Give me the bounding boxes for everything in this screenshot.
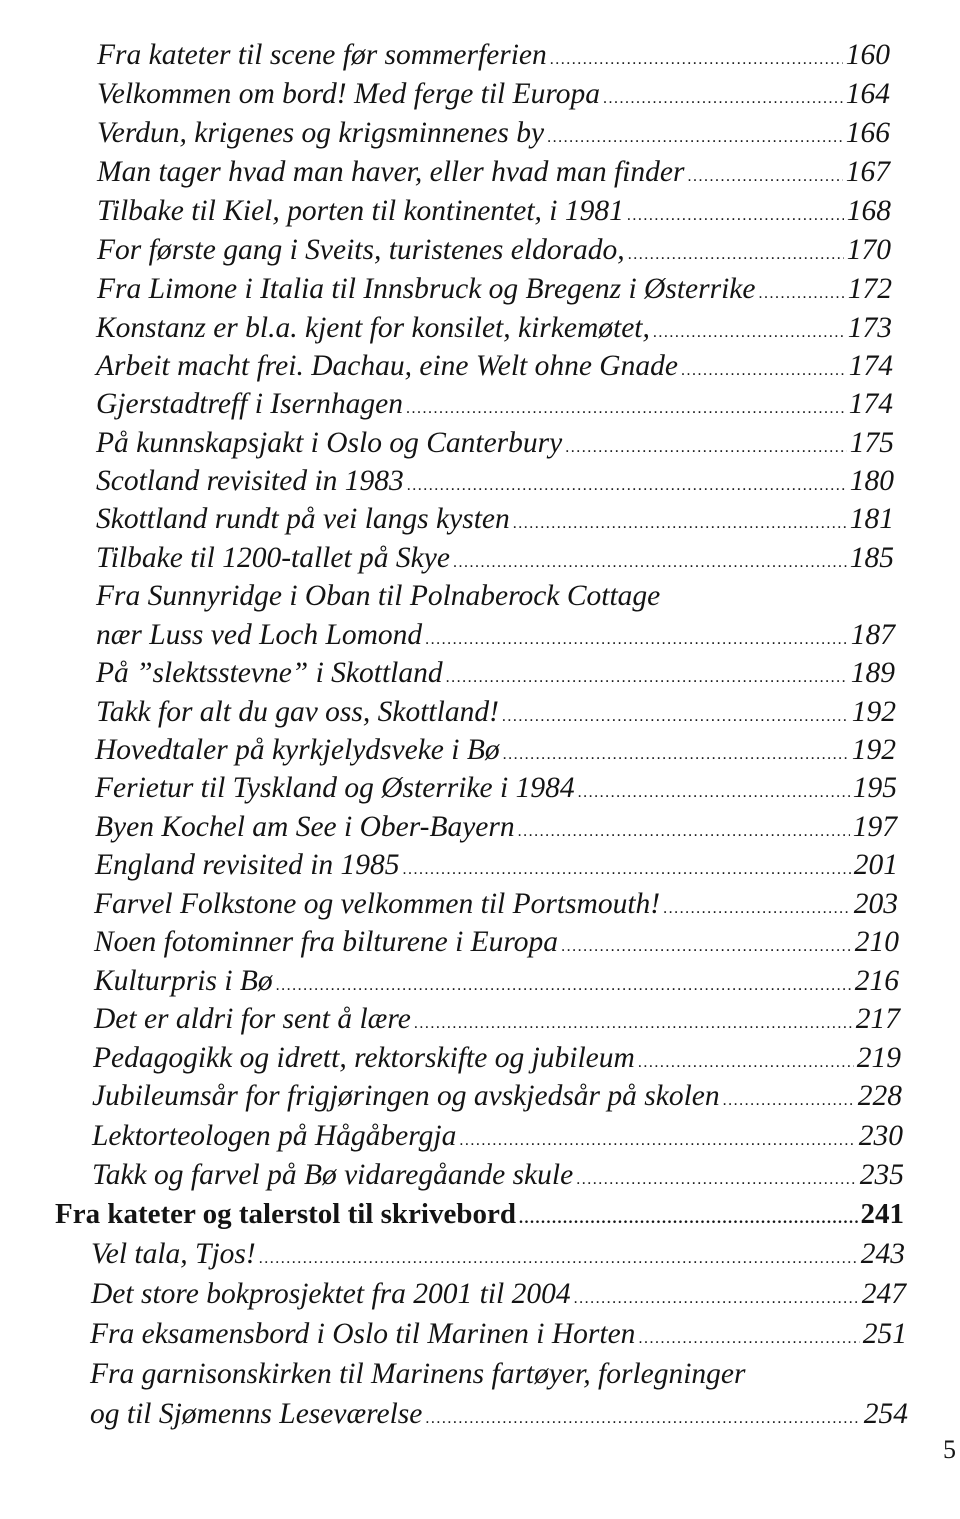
toc-entry[interactable] (95, 769, 897, 812)
toc-entry-page: 168 (846, 195, 891, 227)
toc-entry-page: 217 (855, 1003, 900, 1035)
toc-entry-title: Fra eksamensbord i Oslo til Marinen i Horten (90, 1318, 636, 1350)
dot-leader (561, 928, 852, 966)
toc-entry[interactable] (90, 1315, 907, 1358)
toc-entry-title: Tilbake til Kiel, porten til kontinentet, i 1981 (97, 195, 624, 227)
toc-entry-title: Pedagogikk og idrett, rektorskifte og jubileum (93, 1042, 635, 1074)
toc-entry-page: 254 (863, 1398, 908, 1430)
toc-entry-page: 172 (847, 273, 892, 305)
toc-entry-title: Det store bokprosjektet fra 2001 til 2004 (91, 1278, 571, 1310)
toc-entry-page: 192 (851, 734, 896, 766)
toc-entry-page: 197 (852, 811, 897, 843)
toc-entry[interactable] (95, 808, 897, 851)
toc-entry-page: 180 (849, 465, 894, 497)
toc-entry[interactable] (93, 1039, 901, 1082)
toc-entry-title: Skottland rundt på vei langs kysten (96, 503, 510, 535)
toc-entry-title: Det er aldri for sent å lære (94, 1003, 411, 1035)
toc-entry-page: 216 (854, 965, 899, 997)
toc-entry-title: Byen Kochel am See i Ober-Bayern (95, 811, 515, 843)
toc-entry-page: 192 (851, 696, 896, 728)
toc-entry[interactable] (91, 1235, 905, 1278)
toc-entry-title: Arbeit macht frei. Dachau, eine Welt ohne Gnade (96, 350, 678, 382)
toc-entry-title: Fra kateter og talerstol til skrivebord (55, 1198, 516, 1230)
dot-leader (406, 390, 846, 428)
toc-entry-title[interactable]: Fra garnisonskirken til Marinens fartøyer, forlegninger (90, 1358, 746, 1390)
toc-entry[interactable] (97, 270, 892, 313)
toc-entry-title: Tilbake til 1200-tallet på Skye (96, 542, 450, 574)
toc-entry[interactable] (97, 192, 891, 235)
toc-entry-page: 170 (846, 234, 891, 266)
toc-entry[interactable] (92, 1077, 902, 1120)
toc-entry[interactable] (95, 731, 896, 774)
toc-entry[interactable] (96, 654, 895, 697)
toc-entry-title: For første gang i Sveits, turistenes eldorado, (97, 234, 625, 266)
toc-entry-title: Vel tala, Tjos! (91, 1238, 256, 1270)
dot-leader (638, 1320, 859, 1358)
dot-leader (578, 774, 850, 812)
toc-entry[interactable] (92, 1117, 903, 1160)
toc-entry[interactable] (96, 462, 894, 505)
toc-entry-page: 201 (853, 849, 898, 881)
toc-entry-page: 210 (854, 926, 899, 958)
toc-entry-page: 175 (849, 427, 894, 459)
toc-entry-title: På ”slektsstevne” i Skottland (96, 657, 443, 689)
toc-entry[interactable] (96, 616, 895, 659)
toc-entry-title: Noen fotominner fra bilturene i Europa (94, 926, 559, 958)
dot-leader (603, 80, 843, 118)
dot-leader (513, 505, 847, 543)
dot-leader (627, 197, 844, 235)
toc-entry-title: Lektorteologen på Hågåbergja (92, 1120, 457, 1152)
toc-entry[interactable] (97, 36, 890, 79)
dot-leader (547, 119, 843, 157)
toc-entry-page: 247 (861, 1278, 906, 1310)
dot-leader (459, 1122, 855, 1160)
toc-entry-title: Velkommen om bord! Med ferge til Europa (97, 78, 601, 110)
toc-entry-title: Jubileumsår for frigjøringen og avskjedsår på skolen (92, 1080, 720, 1112)
toc-entry-page: 251 (862, 1318, 907, 1350)
dot-leader (723, 1082, 855, 1120)
toc-entry-page: 219 (856, 1042, 901, 1074)
dot-leader (414, 1005, 853, 1043)
dot-leader (576, 1161, 857, 1199)
toc-entry-title[interactable]: Fra Sunnyridge i Oban til Polnaberock Cottage (96, 580, 661, 612)
dot-leader (446, 659, 848, 697)
toc-entry-title: Takk for alt du gav oss, Skottland! (96, 696, 499, 728)
toc-entry[interactable] (92, 1156, 904, 1199)
page-number: 5 (943, 1435, 956, 1464)
toc-entry-title: Kulturpris i Bø (94, 965, 273, 997)
toc-entry-title: Fra kateter til scene før sommerferien (97, 39, 547, 71)
toc-entry[interactable] (96, 424, 894, 467)
toc-entry[interactable] (94, 962, 899, 1005)
toc-entry-title: Ferietur til Tyskland og Østerrike i 1984 (95, 772, 575, 804)
dot-leader (574, 1280, 859, 1318)
toc-entry[interactable] (97, 231, 891, 274)
toc-entry-title: På kunnskapsjakt i Oslo og Canterbury (96, 427, 563, 459)
toc-entry-title: Fra Limone i Italia til Innsbruck og Bregenz i Østerrike (97, 273, 756, 305)
toc-entry-page: 164 (845, 78, 890, 110)
toc-entry[interactable] (96, 385, 893, 428)
dot-leader (425, 1400, 860, 1438)
toc-entry[interactable] (91, 1275, 906, 1318)
toc-entry[interactable] (97, 114, 890, 157)
toc-entry[interactable] (96, 309, 892, 352)
toc-entry-title: Hovedtaler på kyrkjelydsveke i Bø (95, 734, 500, 766)
toc-entry-title: Verdun, krigenes og krigsminnenes by (97, 117, 545, 149)
toc-entry-page: 160 (845, 39, 890, 71)
toc-entry-page: 181 (849, 503, 894, 535)
toc-entry-title: Konstanz er bl.a. kjent for konsilet, kirkemøtet, (96, 312, 650, 344)
toc-entry-page: 228 (857, 1080, 902, 1112)
toc-entry[interactable] (94, 885, 898, 928)
toc-entry-title: Gjerstadtreff i Isernhagen (96, 388, 403, 420)
toc-entry-page: 189 (850, 657, 895, 689)
dot-leader (687, 158, 842, 196)
toc-entry-page: 235 (859, 1159, 904, 1191)
toc-entry-page: 166 (845, 117, 890, 149)
toc-entry-page: 241 (860, 1198, 904, 1230)
toc-entry[interactable] (96, 500, 894, 543)
toc-entry-title-continuation: nær Luss ved Loch Lomond (96, 619, 423, 651)
toc-entry[interactable] (94, 923, 899, 966)
toc-entry-page: 173 (847, 312, 892, 344)
toc-entry-page: 187 (850, 619, 895, 651)
toc-entry[interactable] (95, 846, 898, 889)
toc-entry-page: 174 (848, 350, 893, 382)
toc-entry-page: 167 (845, 156, 890, 188)
toc-entry-page: 185 (849, 542, 894, 574)
toc-entry-title: Man tager hvad man haver, eller hvad man finder (97, 156, 685, 188)
toc-entry-title: Takk og farvel på Bø vidaregåande skule (92, 1159, 574, 1191)
toc-entry-page: 243 (860, 1238, 905, 1270)
toc-entry[interactable] (90, 1395, 908, 1438)
toc-entry-page: 230 (858, 1120, 903, 1152)
dot-leader (403, 851, 851, 889)
toc-entry-page: 195 (852, 772, 897, 804)
toc-chapter-heading[interactable] (55, 1195, 904, 1238)
toc-entry-page: 203 (853, 888, 898, 920)
dot-leader (259, 1240, 858, 1278)
toc-entry-title-continuation: og til Sjømenns Leseværelse (90, 1398, 423, 1430)
toc-entry[interactable] (96, 693, 896, 736)
dot-leader (550, 41, 843, 79)
dot-leader (519, 1200, 858, 1238)
dot-leader (758, 275, 844, 313)
toc-entry[interactable] (94, 1000, 900, 1043)
toc-entry-page: 174 (848, 388, 893, 420)
toc-entry[interactable] (97, 75, 890, 118)
toc-entry-title: England revisited in 1985 (95, 849, 400, 881)
toc-entry[interactable] (96, 347, 893, 390)
toc-entry[interactable] (97, 153, 890, 196)
dot-leader (628, 236, 844, 274)
toc-entry-title: Farvel Folkstone og velkommen til Portsmouth! (94, 888, 661, 920)
toc-entry-title: Scotland revisited in 1983 (96, 465, 404, 497)
toc-entry[interactable] (96, 539, 894, 582)
